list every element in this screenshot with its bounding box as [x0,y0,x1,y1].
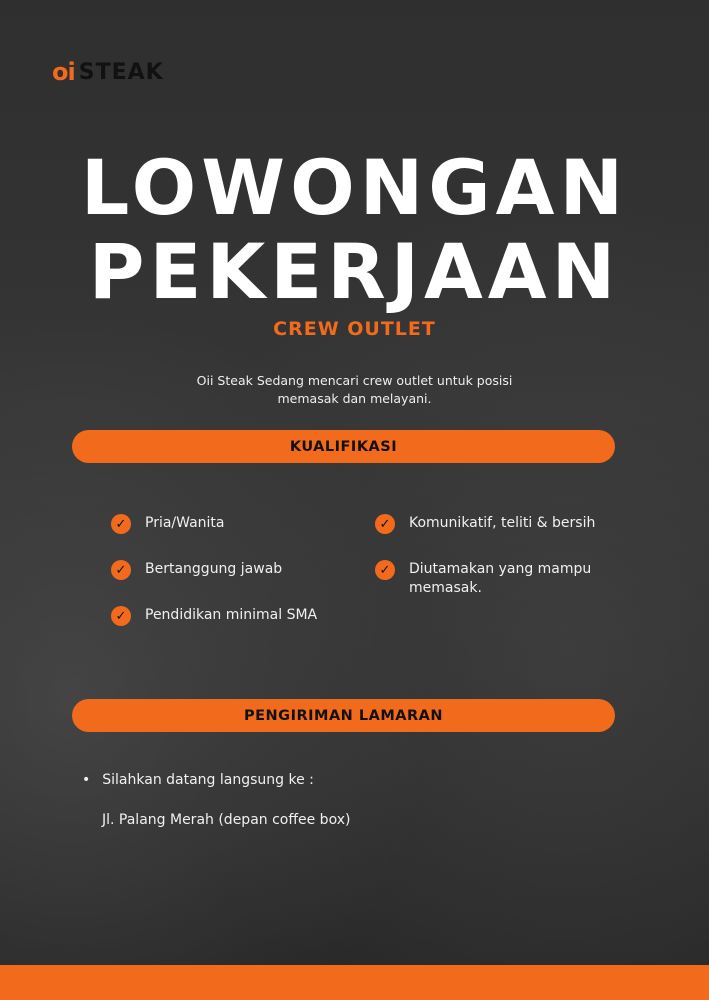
list-item [111,606,317,626]
logo [52,58,164,86]
description-line: Oii Steak Sedang mencari crew outlet untuk posisi [196,373,513,388]
check-icon: ✓ [111,560,131,580]
check-icon: ✓ [375,560,395,580]
footer-bar [0,965,709,1000]
description [0,372,709,408]
title-line-2: PEKERJAAN [88,227,621,316]
application-heading: PENGIRIMAN LAMARAN [72,699,615,732]
item-text: Komunikatif, teliti & bersih [409,515,596,531]
logo-text: STEAK [78,59,164,85]
list-item [111,560,282,580]
bullet-item [82,772,314,788]
logo-mark: oi [52,58,75,86]
bullet-icon: • [82,772,91,788]
item-text: Pria/Wanita [145,515,225,531]
item-text: Pendidikan minimal SMA [145,607,318,623]
check-icon: ✓ [111,514,131,534]
bullet-text: Silahkan datang langsung ke : [102,772,314,788]
list-item [375,560,615,598]
subtitle: CREW OUTLET [273,318,436,340]
qualifications-heading: KUALIFIKASI [72,430,615,463]
list-item [375,514,595,534]
list-item [111,514,225,534]
title-line-1: LOWONGAN [80,143,629,232]
item-text: Bertanggung jawab [145,561,283,577]
description-line: memasak dan melayani. [277,391,432,406]
check-icon: ✓ [111,606,131,626]
address: Jl. Palang Merah (depan coffee box) [102,812,351,828]
item-text: Diutamakan yang mampu memasak. [409,561,592,596]
check-icon: ✓ [375,514,395,534]
